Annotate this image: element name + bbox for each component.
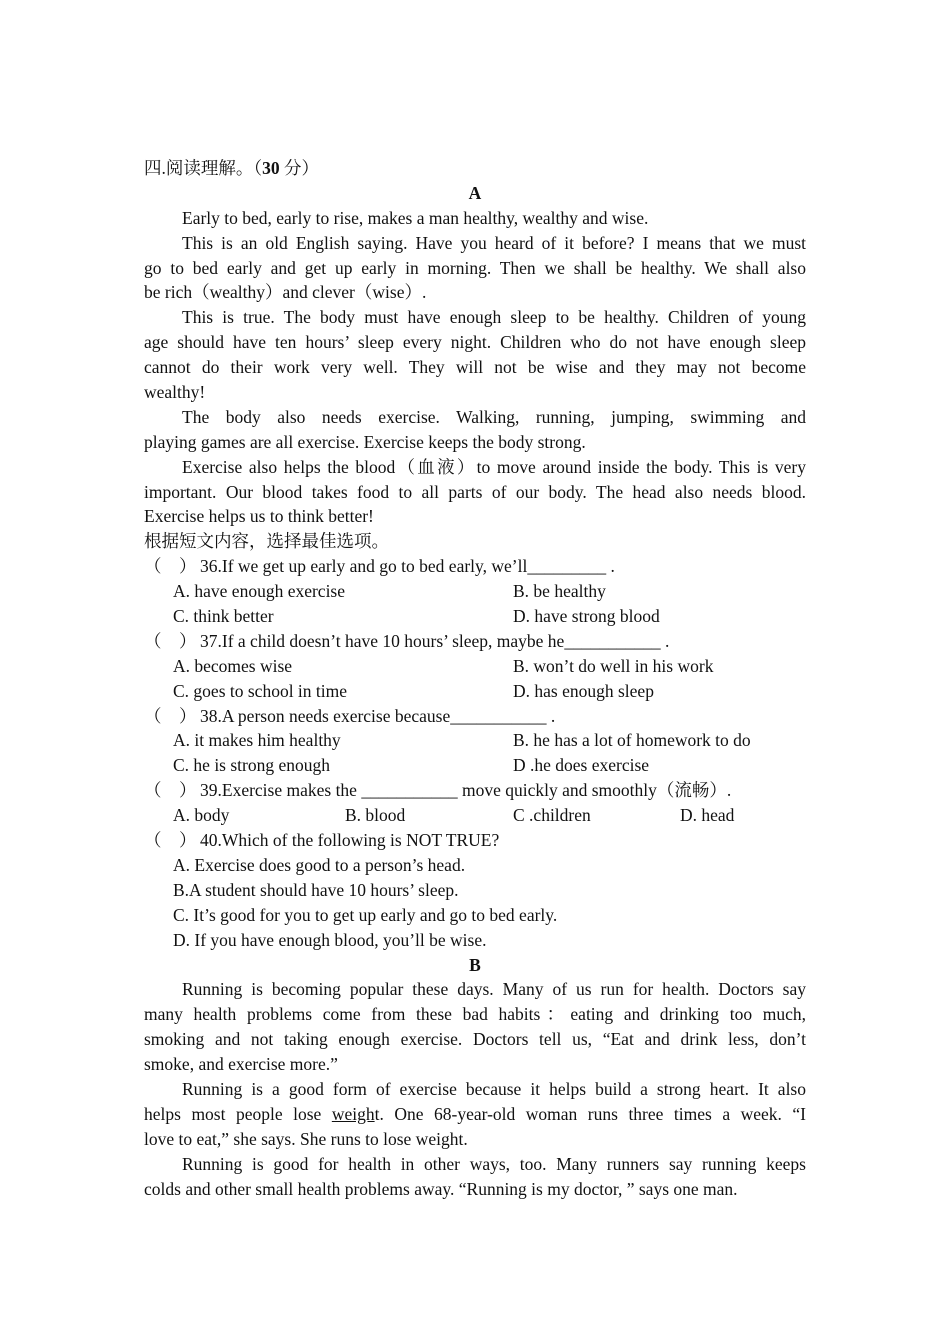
passage-a-p3-line: cannot do their work very well. They will not be wise and they may not become (144, 357, 806, 378)
underlined-word: weigh (331, 1103, 375, 1124)
options-row (144, 579, 806, 604)
answer-blank[interactable]: （ ） (144, 556, 197, 577)
passage-b (144, 977, 806, 1201)
option-c[interactable]: C .children (513, 805, 591, 826)
passage-a-p1-line: Early to bed, early to rise, makes a man healthy, wealthy and wise. (182, 207, 649, 228)
passage-a-p4-line: playing games are all exercise. Exercise keeps the body strong. (144, 431, 586, 452)
passage-b-p1-line: smoking and not taking enough exercise. Doctors tell us, “Eat and drink less, don’t (144, 1029, 806, 1050)
option-b[interactable]: B.A student should have 10 hours’ sleep. (173, 879, 459, 900)
answer-blank[interactable]: （ ） (144, 830, 197, 851)
passage-b-p3-line: Running is good for health in other ways, too. Many runners say running keeps (182, 1153, 806, 1174)
passage-a (144, 206, 806, 530)
passage-b-heading: B (469, 954, 481, 975)
passage-a-p2-line: go to bed early and get up early in morning. Then we shall be healthy. We shall also (144, 257, 806, 278)
option-d[interactable]: D. If you have enough blood, you’ll be wise. (173, 929, 487, 950)
passage-b-p1-line: smoke, and exercise more.” (144, 1054, 338, 1075)
option-c[interactable]: C. goes to school in time (173, 680, 348, 701)
passage-a-p2-line: be rich（wealthy）and clever（wise）. (144, 282, 427, 303)
option-c[interactable]: C. he is strong enough (173, 755, 331, 776)
question-38 (144, 704, 806, 729)
passage-b-p3-line: colds and other small health problems away. “Running is my doctor, ” says one man. (144, 1178, 738, 1199)
option-a[interactable]: A. body (173, 805, 230, 826)
answer-blank[interactable]: （ ） (144, 705, 197, 726)
passage-a-p4-line: The body also needs exercise. Walking, running, jumping, swimming and (182, 406, 806, 427)
passage-b-p1-line: Running is becoming popular these days. Many of us run for health. Doctors say (182, 979, 806, 1000)
answer-blank[interactable]: （ ） (144, 630, 197, 651)
option-b[interactable]: B. blood (345, 805, 406, 826)
options-row (144, 679, 806, 704)
question-stem: 40.Which of the following is NOT TRUE? (200, 830, 500, 851)
option-b[interactable]: B. he has a lot of homework to do (513, 730, 751, 751)
question-36 (144, 554, 806, 579)
question-stem: 39.Exercise makes the ___________ move quickly and smoothly（流畅）. (200, 780, 732, 801)
passage-a-p5-line: important. Our blood takes food to all parts of our body. The head also needs blood. (144, 481, 806, 502)
option-c[interactable]: C. think better (173, 606, 274, 627)
passage-a-p3-line: This is true. The body must have enough sleep to be healthy. Children of young (182, 307, 806, 328)
options-row (144, 753, 806, 778)
option-d[interactable]: D. has enough sleep (513, 680, 654, 701)
option-d[interactable]: D .he does exercise (513, 755, 650, 776)
option-a[interactable]: A. becomes wise (173, 655, 293, 676)
question-stem: 36.If we get up early and go to bed early, we’ll_________ . (200, 556, 615, 577)
passage-a-p2-line: This is an old English saying. Have you heard of it before? I means that we must (182, 232, 806, 253)
passage-b-p2-line: helps most people lose weight. One 68-year-old woman runs three times a week. “I (144, 1103, 806, 1124)
passage-a-p5-line: Exercise helps us to think better! (144, 506, 374, 527)
section-title: 四.阅读理解。（30 分） (144, 158, 319, 178)
passage-a-p5-line: Exercise also helps the blood（血液）to move around inside the body. This is very (182, 456, 806, 477)
answer-blank[interactable]: （ ） (144, 780, 197, 801)
option-d[interactable]: D. have strong blood (513, 606, 660, 627)
options-row (144, 654, 806, 679)
option-c[interactable]: C. It’s good for you to get up early and go to bed early. (173, 904, 558, 925)
question-stem: 38.A person needs exercise because___________ . (200, 705, 556, 726)
passage-a-p3-line: age should have ten hours’ sleep every night. Children who do not have enough sleep (144, 332, 806, 353)
passage-b-p1-line: many health problems come from these bad habits：eating and drinking too much, (144, 1004, 806, 1025)
question-40 (144, 828, 806, 853)
passage-a-p3-line: wealthy! (144, 382, 206, 403)
option-a[interactable]: A. it makes him healthy (173, 730, 341, 751)
option-a[interactable]: A. have enough exercise (173, 581, 346, 602)
passage-a-heading: A (468, 182, 482, 203)
instruction: 根据短文内容，选择最佳选项。 (144, 531, 389, 552)
option-a[interactable]: A. Exercise does good to a person’s head. (173, 854, 466, 875)
question-39 (144, 778, 806, 803)
options-row (144, 803, 806, 828)
worksheet-content (144, 156, 806, 1201)
options-row (144, 728, 806, 753)
passage-b-p2-line: love to eat,” she says. She runs to lose weight. (144, 1128, 468, 1149)
options-row (144, 604, 806, 629)
question-stem: 37.If a child doesn’t have 10 hours’ sleep, maybe he___________ . (200, 630, 670, 651)
option-b[interactable]: B. won’t do well in his work (513, 655, 714, 676)
passage-b-p2-line: Running is a good form of exercise because it helps build a strong heart. It also (182, 1078, 806, 1099)
option-b[interactable]: B. be healthy (513, 581, 606, 602)
option-d[interactable]: D. head (680, 805, 735, 826)
question-37 (144, 629, 806, 654)
